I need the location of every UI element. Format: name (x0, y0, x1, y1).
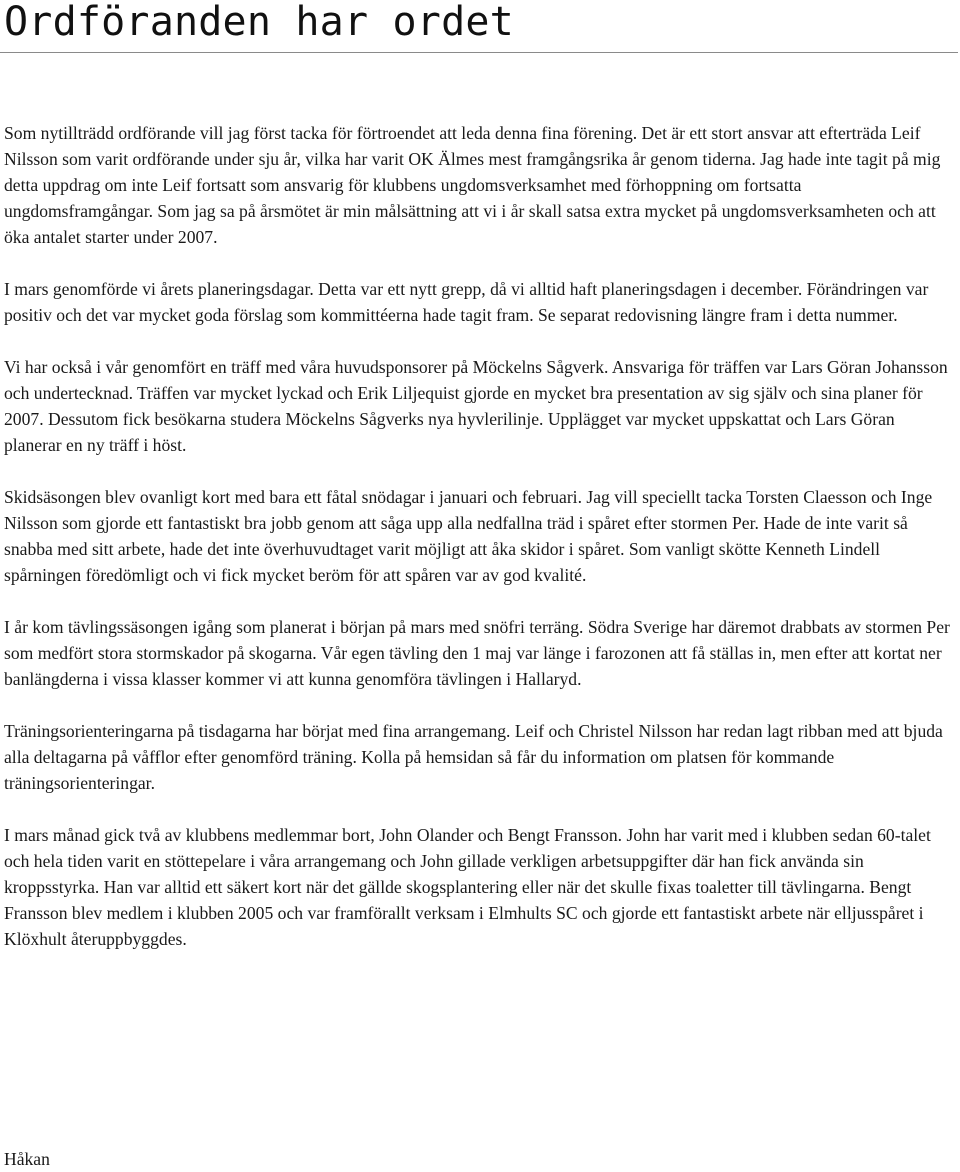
paragraph-memorial: I mars månad gick två av klubbens medlemmar bort, John Olander och Bengt Fransson. John har varit med i klubben sedan 60-talet och hela tiden varit en stöttepelare i våra arrangemang och John gillade verkligen arbetsuppgifter där han fick använda sin kroppsstyrka. Han var alltid ett säkert kort när det gällde skogsplantering eller när det skulle fixas toaletter till tävlingarna. Bengt Fransson blev medlem i klubben 2005 och var framförallt verksam i Elmhults SC och gjorde ett fantastiskt arbete när elljusspåret i Klöxhult återuppbyggdes. (4, 825, 931, 949)
title-divider (0, 52, 958, 53)
paragraph-competition-season: I år kom tävlingssäsongen igång som planerat i början på mars med snöfri terräng. Södra Sverige har däremot drabbats av stormen Per som medfört stora stormskador på skogarna. Vår egen tävling den 1 maj var länge i farozonen att få ställas in, men efter att kortat ner banlängderna i vissa klasser kommer vi att kunna genomföra tävlingen i Hallaryd. (4, 617, 950, 689)
page-title: Ordföranden har ordet (4, 0, 514, 45)
signature: Håkan (4, 1149, 50, 1169)
paragraph-sponsors: Vi har också i vår genomfört en träff med våra huvudsponsorer på Möckelns Sågverk. Ansvariga för träffen var Lars Göran Johansson och undertecknad. Träffen var mycket lyckad och Erik Liljequist gjorde en mycket bra presentation av sig själv och sina planer för 2007. Dessutom fick besökarna studera Möckelns Sågverks nya hyvlerilinje. Upplägget var mycket uppskattat och Lars Göran planerar en ny träff i höst. (4, 357, 948, 455)
paragraph-ski-season: Skidsäsongen blev ovanligt kort med bara ett fåtal snödagar i januari och februari. Jag vill speciellt tacka Torsten Claesson och Inge Nilsson som gjorde ett fantastiskt bra jobb genom att såga upp alla nedfallna träd i spåret efter stormen Per. Hade de inte varit så snabba med sitt arbete, hade det inte överhuvudtaget varit möjligt att åka skidor i spåret. Som vanligt skötte Kenneth Lindell spårningen föredömligt och vi fick mycket beröm för att spåren var av god kvalité. (4, 487, 933, 585)
paragraph-intro: Som nytillträdd ordförande vill jag först tacka för förtroendet att leda denna fina förening. Det är ett stort ansvar att efterträda Leif Nilsson som varit ordförande under sju år, vilka har varit OK Älmes mest framgångsrika år genom tiderna. Jag hade inte tagit på mig detta uppdrag om inte Leif fortsatt som ansvarig för klubbens ungdomsverksamhet med förhoppning om fortsatta ungdomsframgångar. Som jag sa på årsmötet är min målsättning att vi i år skall satsa extra mycket på ungdomsverksamheten och att öka antalet starter under 2007. (4, 123, 941, 247)
article-body (4, 120, 954, 952)
paragraph-planning-days: I mars genomförde vi årets planeringsdagar. Detta var ett nytt grepp, då vi alltid haft planeringsdagen i december. Förändringen var positiv och det var mycket goda förslag som kommittéerna hade tagit fram. Se separat redovisning längre fram i detta nummer. (4, 279, 929, 325)
paragraph-training: Träningsorienteringarna på tisdagarna har börjat med fina arrangemang. Leif och Christel Nilsson har redan lagt ribban med att bjuda alla deltagarna på våfflor efter genomförd träning. Kolla på hemsidan så får du information om platsen för kommande träningsorienteringar. (4, 721, 943, 793)
